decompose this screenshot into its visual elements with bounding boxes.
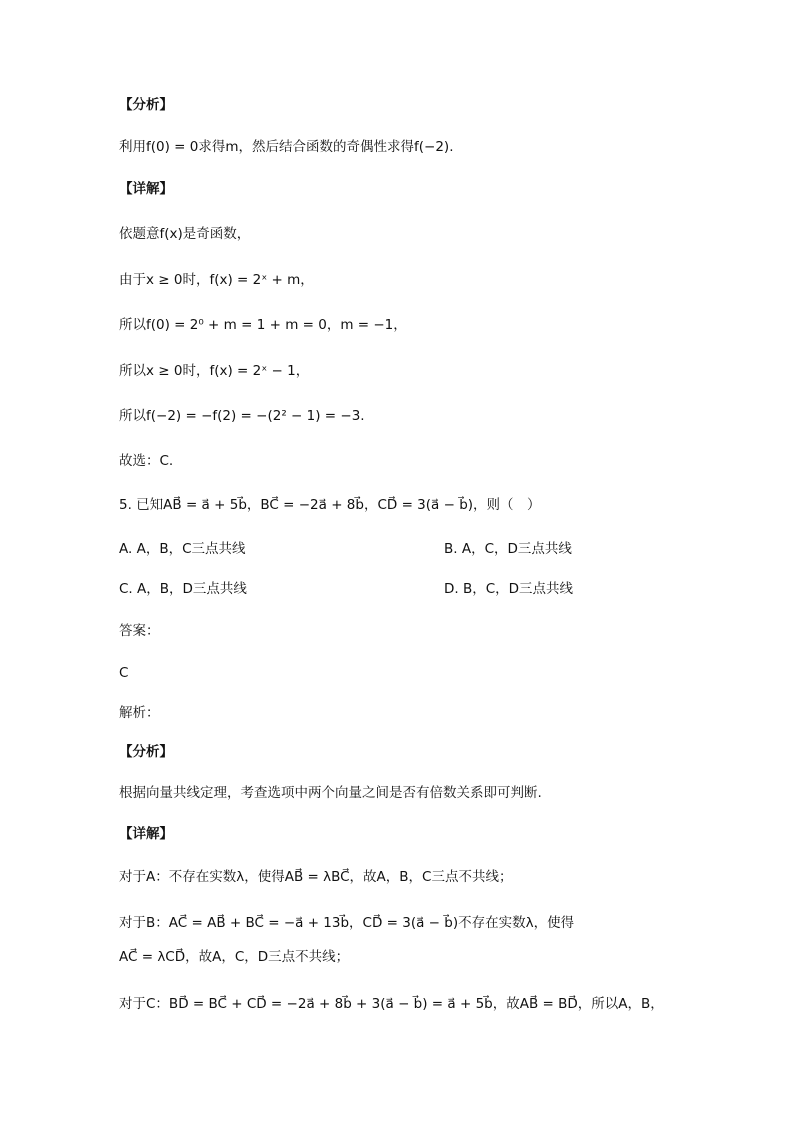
detail-c: 对于C：BD⃗ = BC⃗ + CD⃗ = −2a⃗ + 8b⃗ + 3(a⃗ − b⃗) = a⃗ + 5b⃗，故AB⃗ = BD⃗，所以A，B， (119, 996, 664, 1012)
detail-line-4: 所以x ≥ 0时，f(x) = 2ˣ − 1， (119, 363, 310, 379)
detail-b-line-2: AC⃗ = λCD⃗，故A，C，D三点不共线； (119, 949, 350, 965)
option-c: C. A，B，D三点共线 (119, 581, 247, 597)
answer-value: C (119, 665, 129, 681)
option-a: A. A，B，C三点共线 (119, 541, 246, 557)
detail-heading-1: 【详解】 (119, 181, 173, 197)
detail-b-line-1: 对于B：AC⃗ = AB⃗ + BC⃗ = −a⃗ + 13b⃗，CD⃗ = 3(a⃗ − b⃗)不存在实数λ，使得 (119, 915, 575, 931)
analysis-heading-1: 【分析】 (119, 97, 173, 113)
option-d: D. B，C，D三点共线 (444, 581, 574, 597)
detail-line-3: 所以f(0) = 2⁰ + m = 1 + m = 0，m = −1， (119, 317, 407, 333)
answer-label: 答案： (119, 623, 160, 639)
detail-line-2: 由于x ≥ 0时，f(x) = 2ˣ + m， (119, 272, 314, 288)
explanation-label: 解析： (119, 705, 160, 721)
detail-heading-2: 【详解】 (119, 826, 173, 842)
analysis-text-2: 根据向量共线定理，考查选项中两个向量之间是否有倍数关系即可判断. (119, 785, 542, 801)
analysis-heading-2: 【分析】 (119, 744, 173, 760)
detail-a: 对于A：不存在实数λ，使得AB⃗ = λBC⃗，故A，B，C三点不共线； (119, 869, 513, 885)
analysis-text-1: 利用f(0) = 0求得m，然后结合函数的奇偶性求得f(−2). (119, 139, 454, 155)
detail-line-5: 所以f(−2) = −f(2) = −(2² − 1) = −3. (119, 408, 365, 424)
detail-line-6: 故选：C. (119, 453, 174, 469)
detail-line-1: 依题意f(x)是奇函数， (119, 226, 251, 242)
option-b: B. A，C，D三点共线 (444, 541, 572, 557)
question-5-stem: 5. 已知AB⃗ = a⃗ + 5b⃗，BC⃗ = −2a⃗ + 8b⃗，CD⃗ = 3(a⃗ − b⃗)，则（ ） (119, 497, 541, 513)
